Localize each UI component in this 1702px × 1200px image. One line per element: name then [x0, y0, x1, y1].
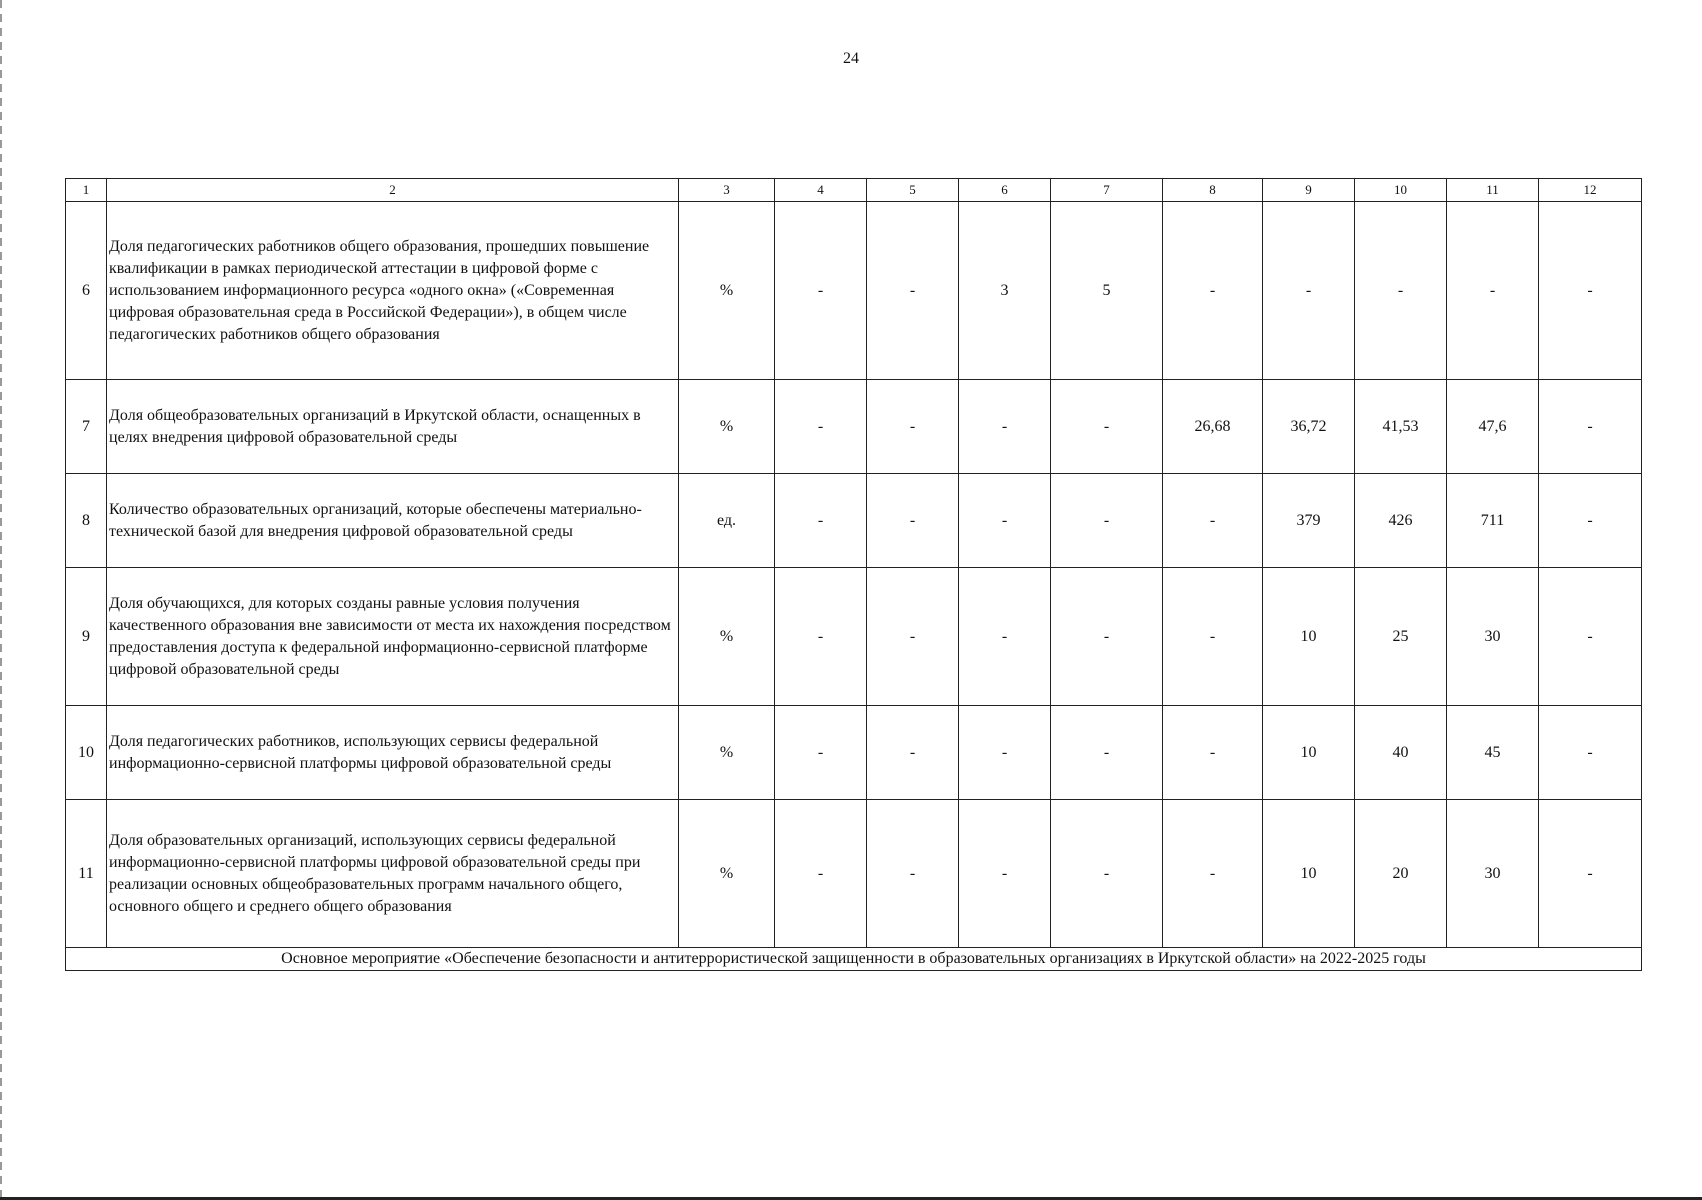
value-cell: - [1447, 202, 1539, 380]
unit-cell: % [679, 706, 775, 800]
value-cell: - [959, 568, 1051, 706]
value-cell: 3 [959, 202, 1051, 380]
value-cell: 40 [1355, 706, 1447, 800]
value-cell: - [1539, 202, 1642, 380]
value-cell: 5 [1051, 202, 1163, 380]
value-cell: 30 [1447, 800, 1539, 948]
value-cell: - [867, 380, 959, 474]
value-cell: - [959, 474, 1051, 568]
value-cell: 47,6 [1447, 380, 1539, 474]
value-cell: - [867, 800, 959, 948]
value-cell: - [867, 474, 959, 568]
value-cell: - [1051, 706, 1163, 800]
table-row [66, 202, 1642, 380]
indicator-name: Доля педагогических работников общего образования, прошедших повышение квалификации в рамках периодической аттестации в цифровой форме с использованием информационного ресурса «одного окна» («Современная цифровая образовательная среда в Российской Федерации»), в общем числе педагогических работников общего образования [107, 202, 679, 380]
value-cell: 379 [1263, 474, 1355, 568]
table-row [66, 380, 1642, 474]
value-cell: - [775, 800, 867, 948]
unit-cell: % [679, 568, 775, 706]
value-cell: - [1051, 800, 1163, 948]
value-cell: - [1163, 568, 1263, 706]
column-number-cell: 7 [1051, 179, 1163, 202]
indicator-name: Количество образовательных организаций, которые обеспечены материально-технической базой для внедрения цифровой образовательной среды [107, 474, 679, 568]
value-cell: 41,53 [1355, 380, 1447, 474]
indicator-name: Доля обучающихся, для которых созданы равные условия получения качественного образования вне зависимости от места их нахождения посредством предоставления доступа к федеральной информационно-сервисной платформе цифровой образовательной среды [107, 568, 679, 706]
column-number-cell: 1 [66, 179, 107, 202]
value-cell: - [1539, 568, 1642, 706]
column-number-cell: 4 [775, 179, 867, 202]
unit-cell: ед. [679, 474, 775, 568]
column-number-cell: 2 [107, 179, 679, 202]
unit-cell: % [679, 800, 775, 948]
value-cell: - [959, 706, 1051, 800]
value-cell: - [775, 474, 867, 568]
table-row [66, 474, 1642, 568]
row-number: 11 [66, 800, 107, 948]
row-number: 9 [66, 568, 107, 706]
row-number: 8 [66, 474, 107, 568]
value-cell: 426 [1355, 474, 1447, 568]
value-cell: - [1051, 568, 1163, 706]
value-cell: 45 [1447, 706, 1539, 800]
value-cell: - [1163, 202, 1263, 380]
row-number: 7 [66, 380, 107, 474]
value-cell: - [775, 568, 867, 706]
row-number: 6 [66, 202, 107, 380]
unit-cell: % [679, 202, 775, 380]
value-cell: 10 [1263, 706, 1355, 800]
column-number-cell: 8 [1163, 179, 1263, 202]
value-cell: - [867, 202, 959, 380]
table-row [66, 800, 1642, 948]
value-cell: 711 [1447, 474, 1539, 568]
value-cell: 26,68 [1163, 380, 1263, 474]
section-footer-text: Основное мероприятие «Обеспечение безопасности и антитеррористической защищенности в образовательных организациях в Иркутской области» на 2022-2025 годы [66, 948, 1642, 971]
value-cell: 25 [1355, 568, 1447, 706]
value-cell: - [1539, 380, 1642, 474]
value-cell: 10 [1263, 568, 1355, 706]
column-number-cell: 3 [679, 179, 775, 202]
column-number-cell: 11 [1447, 179, 1539, 202]
value-cell: - [867, 568, 959, 706]
value-cell: - [867, 706, 959, 800]
value-cell: - [1051, 474, 1163, 568]
value-cell: - [775, 706, 867, 800]
column-number-cell: 12 [1539, 179, 1642, 202]
column-number-cell: 10 [1355, 179, 1447, 202]
indicator-name: Доля образовательных организаций, использующих сервисы федеральной информационно-сервисной платформы цифровой образовательной среды при реализации основных общеобразовательных программ начального общего, основного общего и среднего общего образования [107, 800, 679, 948]
value-cell: 36,72 [1263, 380, 1355, 474]
indicator-name: Доля общеобразовательных организаций в Иркутской области, оснащенных в целях внедрения цифровой образовательной среды [107, 380, 679, 474]
indicators-table [65, 178, 1642, 971]
table-row [66, 706, 1642, 800]
scan-edge-left [0, 0, 2, 1200]
value-cell: - [775, 202, 867, 380]
footer-row [66, 948, 1642, 971]
indicator-name: Доля педагогических работников, использующих сервисы федеральной информационно-сервисной платформы цифровой образовательной среды [107, 706, 679, 800]
value-cell: 30 [1447, 568, 1539, 706]
value-cell: 10 [1263, 800, 1355, 948]
row-number: 10 [66, 706, 107, 800]
value-cell: - [1163, 474, 1263, 568]
value-cell: - [1263, 202, 1355, 380]
value-cell: 20 [1355, 800, 1447, 948]
value-cell: - [1051, 380, 1163, 474]
column-number-cell: 5 [867, 179, 959, 202]
value-cell: - [1539, 706, 1642, 800]
table-body [66, 179, 1642, 971]
value-cell: - [1539, 474, 1642, 568]
value-cell: - [1539, 800, 1642, 948]
table-row [66, 568, 1642, 706]
column-number-cell: 6 [959, 179, 1051, 202]
value-cell: - [1163, 800, 1263, 948]
column-number-row [66, 179, 1642, 202]
column-number-cell: 9 [1263, 179, 1355, 202]
value-cell: - [959, 380, 1051, 474]
value-cell: - [959, 800, 1051, 948]
value-cell: - [1355, 202, 1447, 380]
page-number: 24 [843, 50, 859, 67]
unit-cell: % [679, 380, 775, 474]
value-cell: - [775, 380, 867, 474]
value-cell: - [1163, 706, 1263, 800]
